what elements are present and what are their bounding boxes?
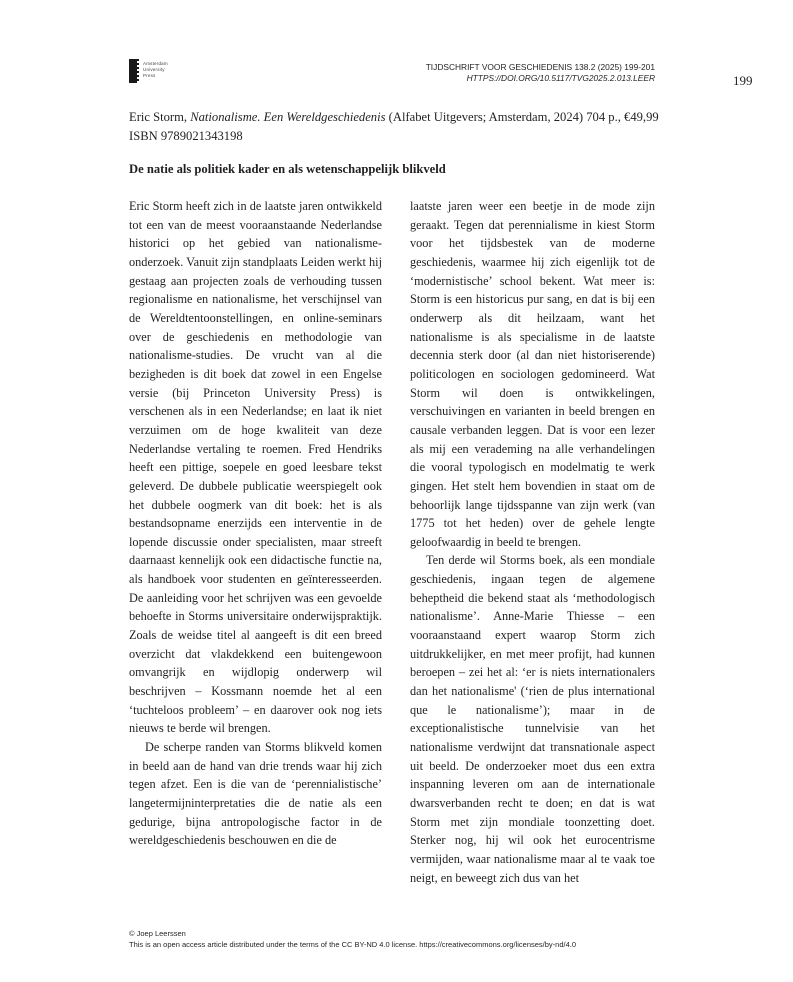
paragraph: De scherpe randen van Storms blikveld komen in beeld aan de hand van drie trends waar hij zich tegen afzet. Een is die van de ‘perennialistische’ langetermijninterpretaties die de natie als een gedurige, bijna antropologische factor in de wereldgeschiedenis beschouwen en die de <box>129 740 382 848</box>
citation-details: (Alfabet Uitgevers; Amsterdam, 2024) 704 p., €49,99 ISBN 9789021343198 <box>129 110 659 143</box>
license-notice: This is an open access article distributed under the terms of the CC BY-ND 4.0 license. https://creativecommons.org/licenses/by-nd/4.0 <box>129 940 577 949</box>
copyright-notice: © Joep Leerssen <box>129 929 186 938</box>
citation-title: Nationalisme. Een Wereldgeschiedenis <box>190 110 386 124</box>
publisher-name <box>143 61 168 79</box>
page-number: 199 <box>733 73 753 88</box>
journal-info <box>426 62 655 84</box>
publisher-name-line: University <box>143 67 165 72</box>
text-column-left <box>129 197 382 850</box>
page-footer <box>129 928 576 950</box>
paragraph: Ten derde wil Storms boek, als een mondiale geschiedenis, ingaan tegen de algemene beheptheid die bekend staat als ‘methodologisch nationalisme’. Anne-Marie Thiesse – een vooraanstaand expert waarop Storm zich uitdrukkelijker, en met meer profijt, had kunnen beroepen – zei het al: ‘er is niets internationalers dan het nationalisme' (‘rien de plus international que le nationalisme’); maar in de exceptionalistische tunnelvisie van het nationalisme verdwijnt dat transnationale aspect uit beeld. De onderzoeker moet dus een extra inspanning leveren om aan de internationale dwarsverbanden recht te doen; en dat is wat Storm met zijn mondiale toonzetting doet. Sterker nog, hij wil ook het eurocentrisme vermijden, waar nationalisme maar al te vaak toe neigt, en beweegt zich dus van het <box>410 553 655 885</box>
paragraph: laatste jaren weer een beetje in de mode zijn geraakt. Tegen dat perennialisme in kiest Storm voor het tijdsbestek van de moderne geschiedenis, waarmee hij zich eigenlijk tot de ‘modernistische’ school bekent. Wat meer is: Storm is een historicus pur sang, en dat is bij een onderwerp als dit heilzaam, want het nationalisme is als specialisme in de laatste decennia sterk door (al dan niet historiserende) politicologen en sociologen gedomineerd. Wat Storm wil doen is ontwikkelingen, verschuivingen en varianten in beeld brengen en causale verbanden leggen. Dat is voor een lezer als mij een verademing na alle verhandelingen die vooral typologisch en modelmatig te werk gingen. Het stelt hem bovendien in staat om de behoorlijk lange tijdsspanne van zijn werk (van 1775 tot het heden) over de gehele lengte geloofwaardig in beeld te brengen. <box>410 199 655 549</box>
review-heading: De natie als politiek kader en als wetenschappelijk blikveld <box>129 162 446 176</box>
book-citation <box>129 108 659 146</box>
book-spine-icon <box>129 59 137 83</box>
text-column-right <box>410 197 655 887</box>
doi-link[interactable]: HTTPS://DOI.ORG/10.5117/TVG2025.2.013.LEER <box>466 73 655 83</box>
publisher-logo <box>129 59 168 83</box>
publisher-name-line: Amsterdam <box>143 61 168 66</box>
publisher-name-line: Press <box>143 73 156 78</box>
paragraph: Eric Storm heeft zich in de laatste jaren ontwikkeld tot een van de meest vooraanstaande Nederlandse historici op het gebied van nationalisme-onderzoek. Vanuit zijn standplaats Leiden werkt hij gestaag aan projecten zoals de verhouding tussen regionalisme en nationalisme, het verschijnsel van de Wereldtentoonstellingen, en online-seminars over de geschiedenis en methodologie van nationalisme-studies. De vrucht van al die bezigheden is dit boek dat zowel in een Engelse versie (bij Princeton University Press) is verschenen als in een Nederlandse; en laat ik niet verzuimen om de hoge kwaliteit van deze Nederlandse vertaling te roemen. Fred Hendriks heeft een pittige, soepele en goed leesbare tekst geleverd. De dubbele publicatie weerspiegelt ook het dubbele oogmerk van dit boek: het is als bestandsopname enerzijds een interventie in de lopende discussie onder specialisten, maar streeft daarnaast kennelijk ook een didactische functie na, als handboek voor studenten en geïnteresseerden. De aanleiding voor het schrijven was een gevoelde behoefte in Storms universitaire onderwijspraktijk. Zoals de weidse titel al aangeeft is dit een breed overzicht dat vlakdekkend een buitengewoon omvangrijk en wijdlopig onderwerp wil beschrijven – Kossmann noemde het al een ‘tuchteloos probleem’ – en daarover ook nog iets nieuws te berde wil brengen. <box>129 199 382 736</box>
journal-title-line: TIJDSCHRIFT VOOR GESCHIEDENIS 138.2 (2025) 199-201 <box>425 62 655 72</box>
citation-author: Eric Storm, <box>129 110 191 124</box>
